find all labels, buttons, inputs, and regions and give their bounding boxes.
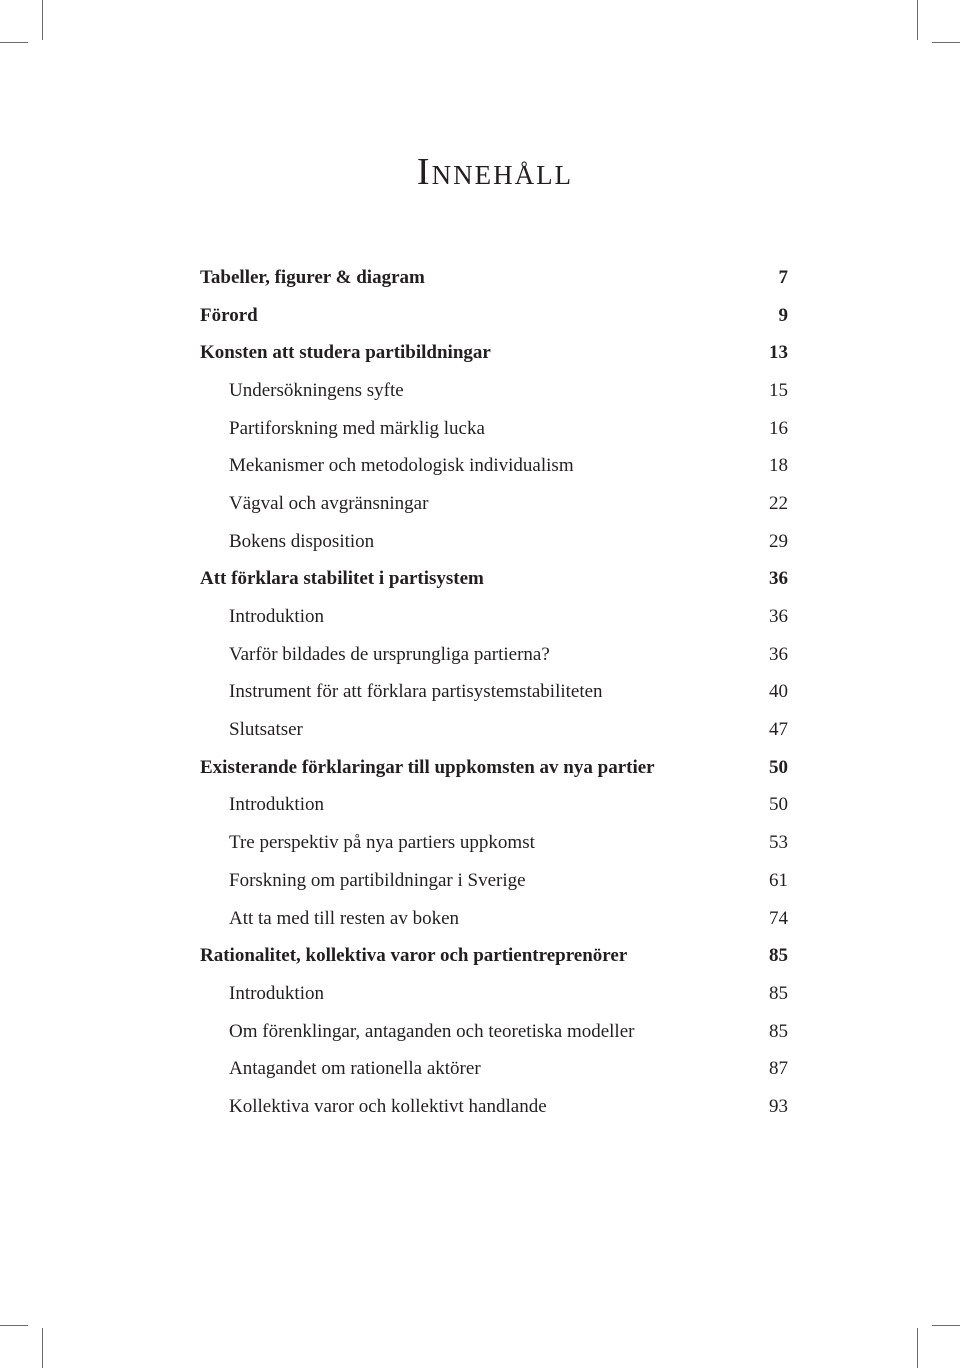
toc-entry-title: Introduktion <box>229 606 324 628</box>
toc-section-entry <box>200 975 788 1013</box>
crop-mark-top-right-horizontal <box>932 42 960 43</box>
toc-entry-title: Rationalitet, kollektiva varor och partientreprenörer <box>200 945 628 967</box>
crop-mark-bottom-right-vertical <box>917 1328 918 1368</box>
page-title: Innehåll <box>416 151 574 193</box>
toc-entry-title: Forskning om partibildningar i Sverige <box>229 869 526 891</box>
toc-section-entry <box>200 598 788 636</box>
toc-section-entry <box>200 1088 788 1126</box>
toc-chapter-entry <box>200 259 788 297</box>
toc-section-entry <box>200 1013 788 1051</box>
toc-entry-title: Att ta med till resten av boken <box>229 907 460 929</box>
toc-entry-title: Antagandet om rationella aktörer <box>229 1058 481 1080</box>
toc-entry-title: Introduktion <box>229 794 324 816</box>
toc-page-number: 93 <box>769 1095 788 1117</box>
toc-page-number: 7 <box>778 266 788 288</box>
toc-section-entry <box>200 523 788 561</box>
toc-entry-title: Tabeller, figurer & diagram <box>200 266 425 288</box>
toc-chapter-entry <box>200 334 788 372</box>
toc-page-number: 13 <box>769 342 788 364</box>
toc-page-number: 36 <box>769 643 788 665</box>
toc-page-number: 74 <box>769 907 788 929</box>
toc-entry-title: Tre perspektiv på nya partiers uppkomst <box>229 832 535 854</box>
toc-section-entry <box>200 372 788 410</box>
toc-page-number: 85 <box>769 1020 788 1042</box>
toc-page-number: 36 <box>769 606 788 628</box>
crop-mark-bottom-right-horizontal <box>932 1325 960 1326</box>
crop-mark-top-right-vertical <box>917 0 918 40</box>
table-of-contents <box>200 259 788 1126</box>
toc-section-entry <box>200 1050 788 1088</box>
toc-entry-title: Existerande förklaringar till uppkomsten av nya partier <box>200 756 655 778</box>
toc-page-number: 22 <box>769 492 788 514</box>
crop-mark-top-left-horizontal <box>0 42 28 43</box>
toc-page-number: 36 <box>769 568 788 590</box>
toc-entry-title: Varför bildades de ursprungliga partierna? <box>229 643 550 665</box>
toc-page-number: 50 <box>769 794 788 816</box>
toc-section-entry <box>200 862 788 900</box>
toc-page-number: 9 <box>778 304 788 326</box>
toc-section-entry <box>200 636 788 674</box>
toc-chapter-entry <box>200 561 788 599</box>
toc-page-number: 47 <box>769 719 788 741</box>
crop-mark-bottom-left-horizontal <box>0 1325 28 1326</box>
toc-page-number: 40 <box>769 681 788 703</box>
toc-section-entry <box>200 824 788 862</box>
toc-entry-title: Om förenklingar, antaganden och teoretiska modeller <box>229 1020 635 1042</box>
toc-section-entry <box>200 485 788 523</box>
toc-entry-title: Kollektiva varor och kollektivt handlande <box>229 1095 547 1117</box>
toc-entry-title: Konsten att studera partibildningar <box>200 342 491 364</box>
toc-page-number: 16 <box>769 417 788 439</box>
toc-page-number: 15 <box>769 379 788 401</box>
toc-entry-title: Undersökningens syfte <box>229 379 404 401</box>
toc-page-number: 87 <box>769 1058 788 1080</box>
toc-page-number: 85 <box>769 982 788 1004</box>
toc-page-number: 61 <box>769 869 788 891</box>
toc-page-number: 29 <box>769 530 788 552</box>
crop-mark-bottom-left-vertical <box>42 1328 43 1368</box>
toc-section-entry <box>200 674 788 712</box>
crop-mark-top-left-vertical <box>42 0 43 40</box>
toc-entry-title: Vägval och avgränsningar <box>229 492 429 514</box>
toc-page-number: 50 <box>769 756 788 778</box>
toc-section-entry <box>200 711 788 749</box>
toc-section-entry <box>200 900 788 938</box>
toc-page-number: 18 <box>769 455 788 477</box>
toc-entry-title: Instrument för att förklara partisystemstabiliteten <box>229 681 603 703</box>
toc-chapter-entry <box>200 937 788 975</box>
toc-page-number: 53 <box>769 832 788 854</box>
toc-entry-title: Slutsatser <box>229 719 303 741</box>
toc-section-entry <box>200 787 788 825</box>
toc-section-entry <box>200 410 788 448</box>
toc-entry-title: Förord <box>200 304 258 326</box>
toc-entry-title: Mekanismer och metodologisk individualism <box>229 455 574 477</box>
toc-chapter-entry <box>200 749 788 787</box>
toc-chapter-entry <box>200 297 788 335</box>
toc-section-entry <box>200 447 788 485</box>
toc-entry-title: Introduktion <box>229 982 324 1004</box>
toc-page-number: 85 <box>769 945 788 967</box>
toc-entry-title: Partiforskning med märklig lucka <box>229 417 485 439</box>
toc-entry-title: Bokens disposition <box>229 530 375 552</box>
toc-entry-title: Att förklara stabilitet i partisystem <box>200 568 484 590</box>
